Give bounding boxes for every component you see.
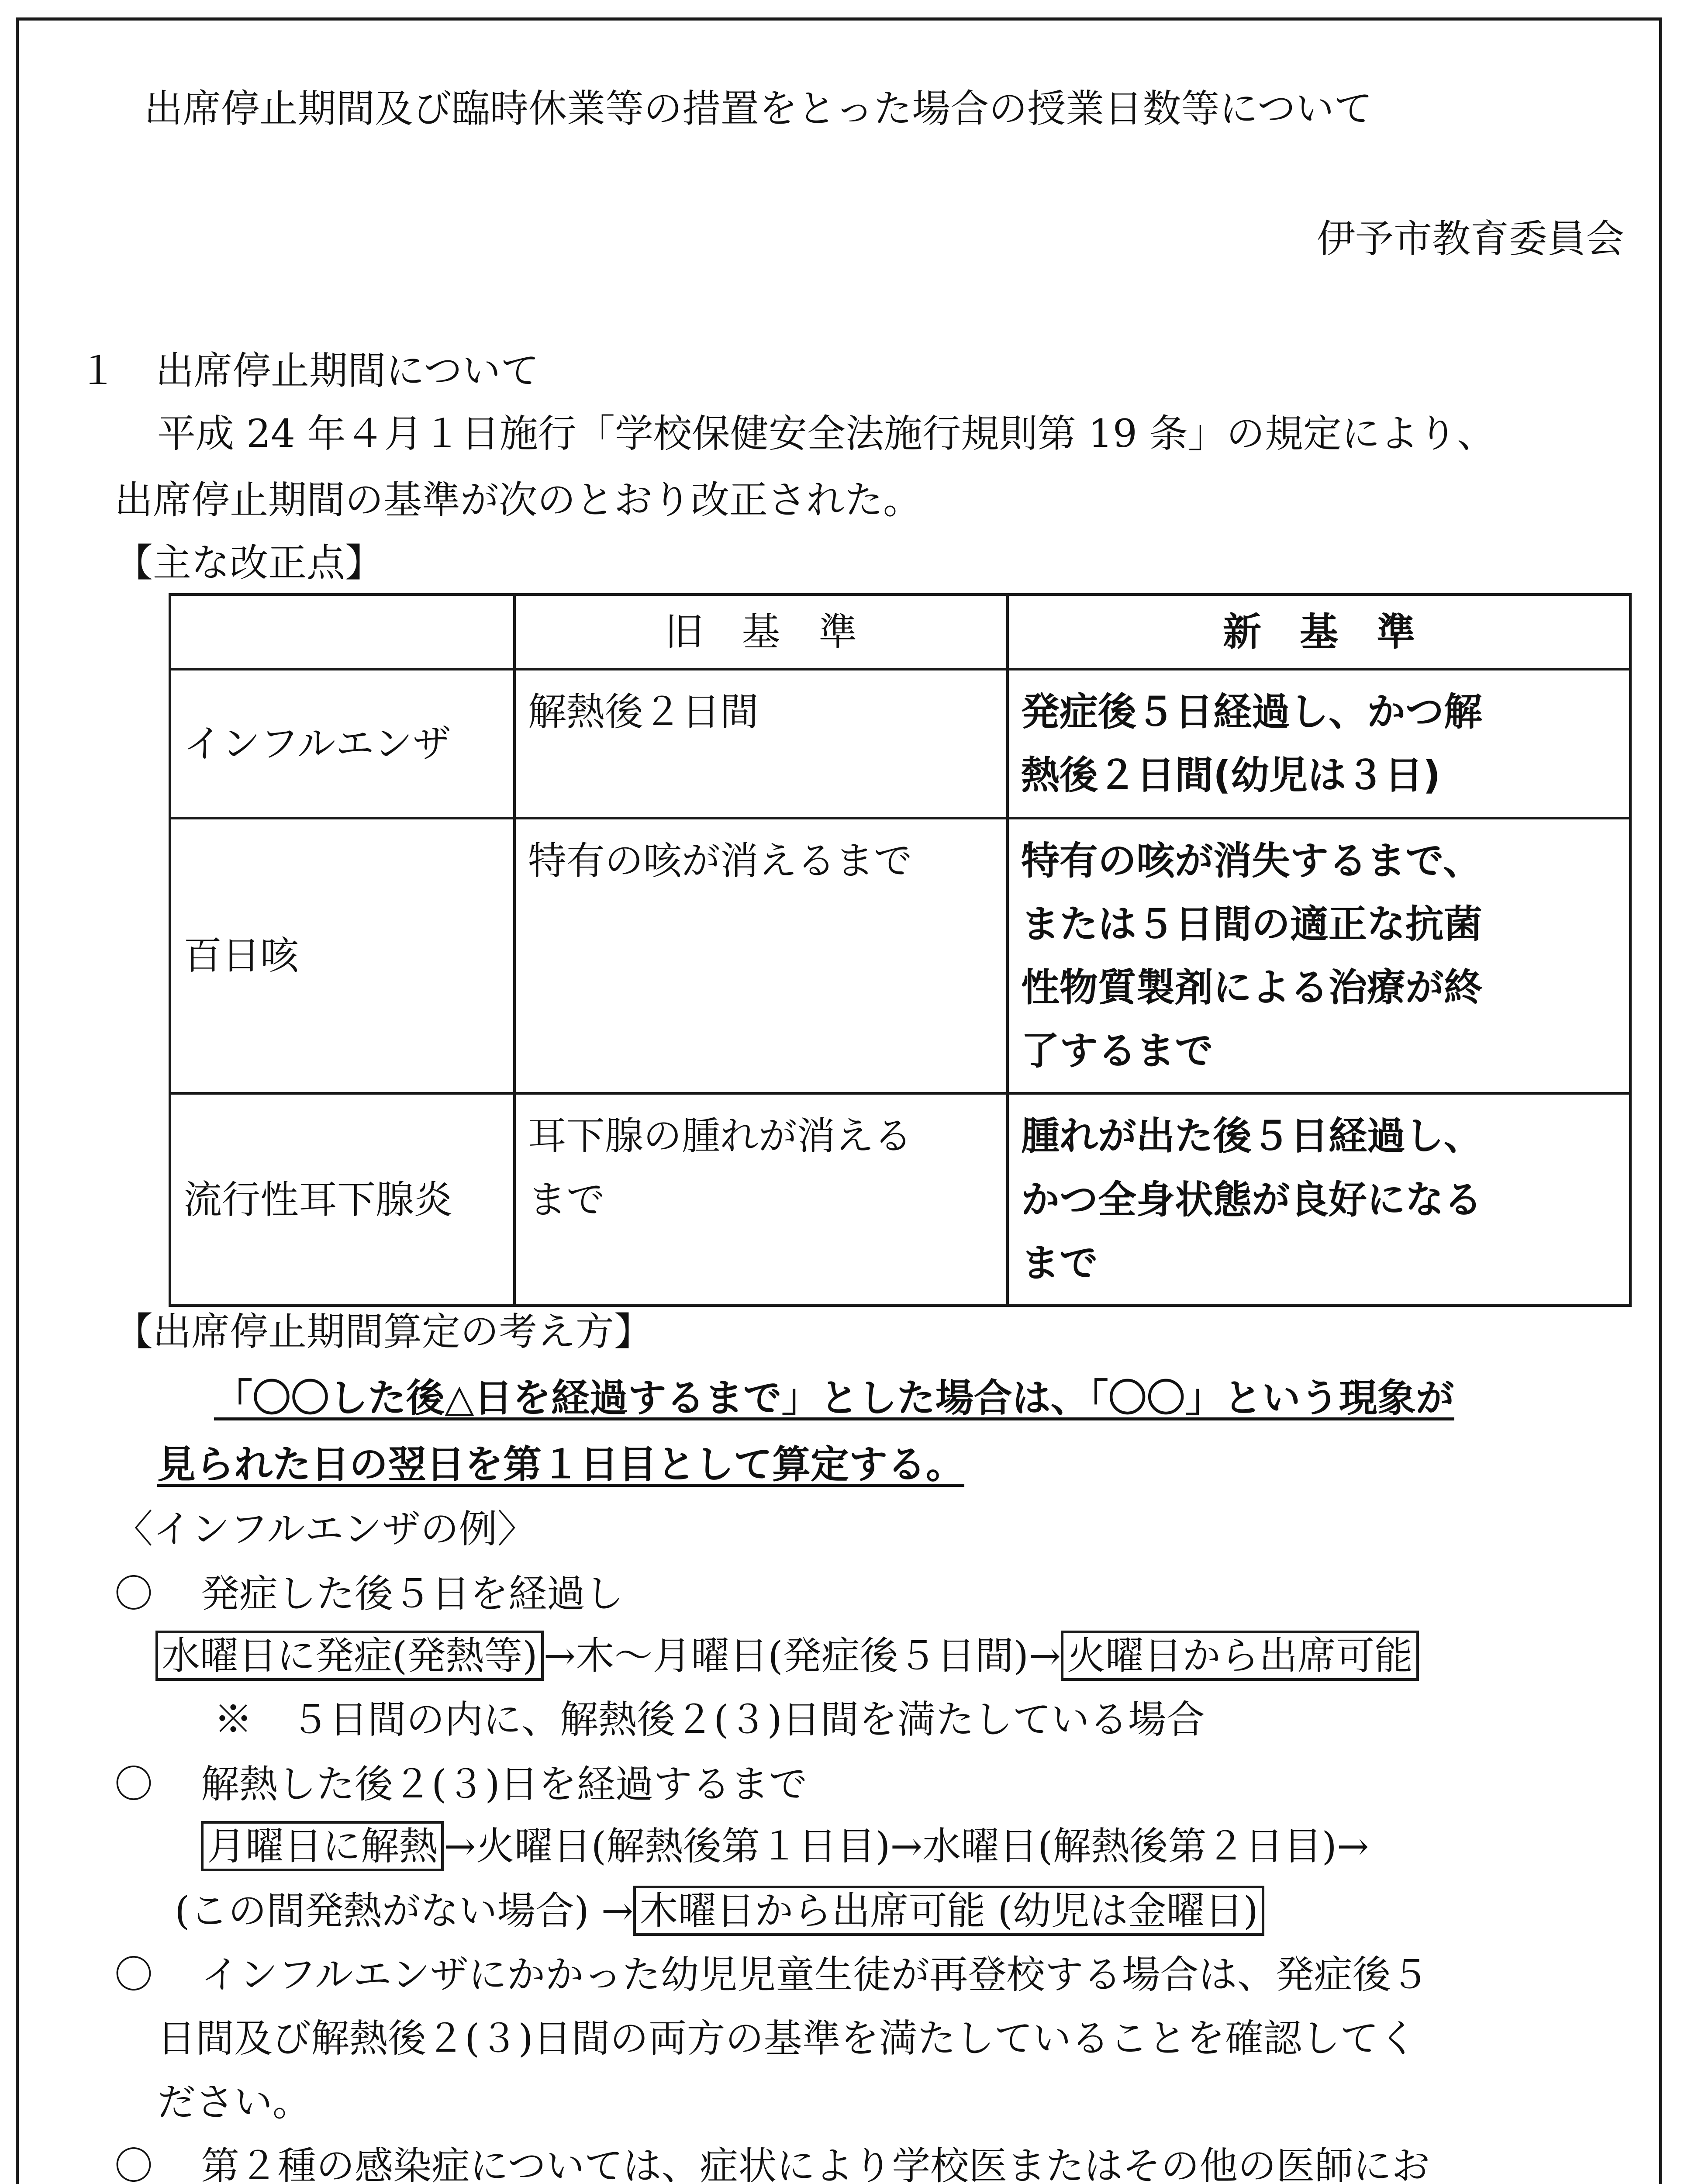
section-1-heading: １ 出席停止期間について — [79, 348, 539, 393]
calc-heading: 【出席停止期間算定の考え方】 — [114, 1309, 653, 1354]
calc-rule-line-1: 「〇〇した後△日を経過するまで」とした場合は、「〇〇」という現象が — [214, 1375, 1454, 1420]
table-row — [170, 818, 1630, 1094]
table-header-new: 新 基 準 — [1008, 594, 1630, 669]
bullet-2: 〇 — [114, 1762, 153, 1807]
document-title: 出席停止期間及び臨時休業等の措置をとった場合の授業日数等について — [144, 86, 1373, 131]
calc-rule-line-2: 見られた日の翌日を第１日目として算定する。 — [157, 1442, 965, 1487]
example-1-note: ※ ５日間の内に、解熱後２(３)日間を満たしている場合 — [214, 1697, 1205, 1742]
issuer: 伊予市教育委員会 — [1316, 216, 1624, 261]
new-standard-cell: 発症後５日経過し、かつ解 熱後２日間(幼児は３日) — [1008, 669, 1630, 818]
example-2-fever-box: 月曜日に解熱 — [201, 1821, 444, 1871]
disease-cell: 百日咳 — [170, 818, 514, 1094]
example-2-flow — [201, 1823, 1369, 1870]
old-standard-cell: 耳下腺の腫れが消える まで — [514, 1093, 1008, 1306]
example-2-prefix: (この間発熱がない場合) → — [175, 1888, 634, 1933]
example-1-onset-box: 水曜日に発症(発熱等) — [155, 1631, 544, 1681]
note-3-line-1: インフルエンザにかかった幼児児童生徒が再登校する場合は、発症後５ — [201, 1952, 1429, 1997]
example-1-middle: →木～月曜日(発症後５日間)→ — [543, 1633, 1061, 1678]
example-2-flow-2 — [175, 1888, 1264, 1934]
table-header-old: 旧 基 準 — [514, 594, 1008, 669]
new-standard-cell: 特有の咳が消失するまで、 または５日間の適正な抗菌 性物質製剤による治療が終 了するまで — [1008, 818, 1630, 1094]
standards-table — [169, 593, 1632, 1307]
old-standard-cell: 特有の咳が消えるまで — [514, 818, 1008, 1094]
bullet-4: 〇 — [114, 2143, 153, 2184]
table-row — [170, 669, 1630, 818]
table-row — [170, 1093, 1630, 1306]
bullet-1: 〇 — [114, 1571, 153, 1616]
note-3-line-2: 日間及び解熱後２(３)日間の両方の基準を満たしていることを確認してく — [157, 2016, 1417, 2061]
disease-cell: 流行性耳下腺炎 — [170, 1093, 514, 1306]
section-1-intro-line-2: 出席停止期間の基準が次のとおり改正された。 — [114, 477, 922, 522]
section-1-intro-line-1: 平成 24 年４月１日施行「学校保健安全法施行規則第 19 条」の規定により、 — [157, 411, 1495, 456]
table-header-blank — [170, 594, 514, 669]
example-heading: 〈インフルエンザの例〉 — [114, 1507, 536, 1552]
table-header-row — [170, 594, 1630, 669]
new-standard-cell: 腫れが出た後５日経過し、 かつ全身状態が良好になる まで — [1008, 1093, 1630, 1306]
example-1-label: 発症した後５日を経過し — [201, 1571, 624, 1616]
note-3-line-3: ださい。 — [157, 2080, 311, 2125]
bullet-3: 〇 — [114, 1952, 153, 1997]
example-2-label: 解熱した後２(３)日を経過するまで — [201, 1762, 808, 1807]
disease-cell: インフルエンザ — [170, 669, 514, 818]
old-standard-cell: 解熱後２日間 — [514, 669, 1008, 818]
example-2-attend-box: 木曜日から出席可能 (幼児は金曜日) — [633, 1886, 1264, 1936]
revision-heading: 【主な改正点】 — [114, 540, 384, 585]
note-4-line-1: 第２種の感染症については、症状により学校医またはその他の医師にお — [201, 2143, 1430, 2184]
example-1-flow — [155, 1633, 1419, 1679]
example-2-middle: →火曜日(解熱後第１日目)→水曜日(解熱後第２日目)→ — [444, 1824, 1369, 1869]
example-1-attend-box: 火曜日から出席可能 — [1061, 1631, 1419, 1681]
